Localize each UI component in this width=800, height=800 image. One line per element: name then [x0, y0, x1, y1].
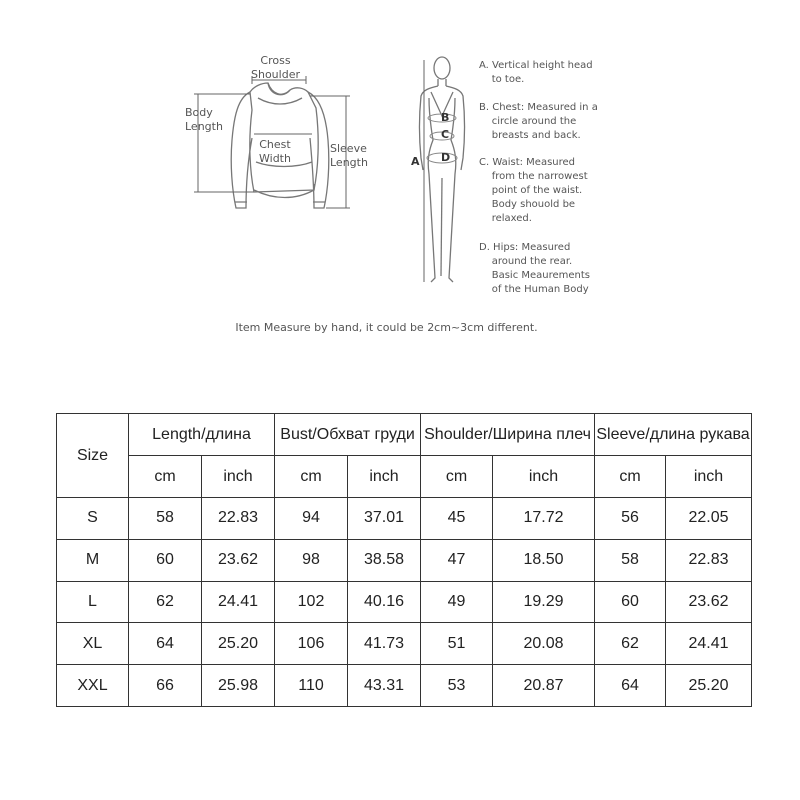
table-cell: 18.50 — [493, 539, 595, 581]
unit-header: inch — [348, 456, 421, 498]
group-header-length: Length/длина — [129, 414, 275, 456]
size-cell: M — [57, 539, 129, 581]
table-cell: 20.08 — [493, 623, 595, 665]
table-cell: 22.05 — [666, 498, 752, 540]
unit-header: cm — [421, 456, 493, 498]
size-cell: L — [57, 581, 129, 623]
table-cell: 38.58 — [348, 539, 421, 581]
group-header-bust: Bust/Обхват груди — [275, 414, 421, 456]
table-cell: 20.87 — [493, 665, 595, 707]
unit-header: inch — [493, 456, 595, 498]
table-cell: 24.41 — [666, 623, 752, 665]
table-cell: 94 — [275, 498, 348, 540]
body-length-label: Body Length — [185, 106, 223, 133]
table-cell: 41.73 — [348, 623, 421, 665]
table-cell: 98 — [275, 539, 348, 581]
measure-note: Item Measure by hand, it could be 2cm~3cm different. — [235, 321, 538, 334]
table-cell: 17.72 — [493, 498, 595, 540]
unit-header: inch — [202, 456, 275, 498]
table-cell: 45 — [421, 498, 493, 540]
table-cell: 58 — [595, 539, 666, 581]
table-cell: 62 — [129, 581, 202, 623]
table-cell: 110 — [275, 665, 348, 707]
table-cell: 60 — [595, 581, 666, 623]
table-cell: 62 — [595, 623, 666, 665]
table-cell: 58 — [129, 498, 202, 540]
sleeve-length-label: Sleeve Length — [330, 142, 368, 169]
table-cell: 49 — [421, 581, 493, 623]
table-row — [57, 665, 752, 707]
group-header-shoulder: Shoulder/Ширина плеч — [421, 414, 595, 456]
table-cell: 23.62 — [202, 539, 275, 581]
table-cell: 43.31 — [348, 665, 421, 707]
table-row — [57, 581, 752, 623]
group-header-sleeve: Sleeve/длина рукава — [595, 414, 752, 456]
table-header-row — [57, 414, 752, 456]
table-cell: 47 — [421, 539, 493, 581]
table-cell: 64 — [595, 665, 666, 707]
table-cell: 22.83 — [666, 539, 752, 581]
table-cell: 37.01 — [348, 498, 421, 540]
size-table — [56, 413, 752, 707]
table-cell: 25.20 — [202, 623, 275, 665]
table-cell: 66 — [129, 665, 202, 707]
table-cell: 24.41 — [202, 581, 275, 623]
note-c: C. Waist: Measured from the narrowest point of the waist. Body shouold be relaxed. — [479, 157, 588, 224]
table-row — [57, 539, 752, 581]
cross-shoulder-label: Cross Shoulder — [251, 54, 300, 81]
body-letter-c: C — [441, 128, 450, 141]
unit-header: inch — [666, 456, 752, 498]
table-cell: 22.83 — [202, 498, 275, 540]
body-letter-b: B — [441, 111, 450, 124]
table-cell: 40.16 — [348, 581, 421, 623]
size-cell: XL — [57, 623, 129, 665]
unit-header: cm — [275, 456, 348, 498]
table-cell: 51 — [421, 623, 493, 665]
table-row — [57, 623, 752, 665]
table-cell: 53 — [421, 665, 493, 707]
table-cell: 106 — [275, 623, 348, 665]
table-cell: 102 — [275, 581, 348, 623]
unit-header: cm — [595, 456, 666, 498]
human-body-diagram — [405, 50, 475, 290]
table-cell: 19.29 — [493, 581, 595, 623]
table-cell: 23.62 — [666, 581, 752, 623]
note-b: B. Chest: Measured in a circle around the breasts and back. — [479, 102, 598, 141]
chest-width-label: Chest Width — [259, 138, 291, 165]
size-header: Size — [57, 414, 129, 498]
size-cell: XXL — [57, 665, 129, 707]
body-letter-a: A — [411, 155, 420, 168]
table-row — [57, 498, 752, 540]
table-cell: 25.20 — [666, 665, 752, 707]
unit-header: cm — [129, 456, 202, 498]
table-cell: 64 — [129, 623, 202, 665]
table-cell: 60 — [129, 539, 202, 581]
note-d: D. Hips: Measured around the rear. Basic Meaurements of the Human Body — [479, 242, 591, 295]
note-a: A. Vertical height head to toe. — [479, 60, 593, 85]
table-cell: 56 — [595, 498, 666, 540]
table-cell: 25.98 — [202, 665, 275, 707]
body-letter-d: D — [441, 151, 451, 164]
table-unit-row — [57, 456, 752, 498]
size-cell: S — [57, 498, 129, 540]
